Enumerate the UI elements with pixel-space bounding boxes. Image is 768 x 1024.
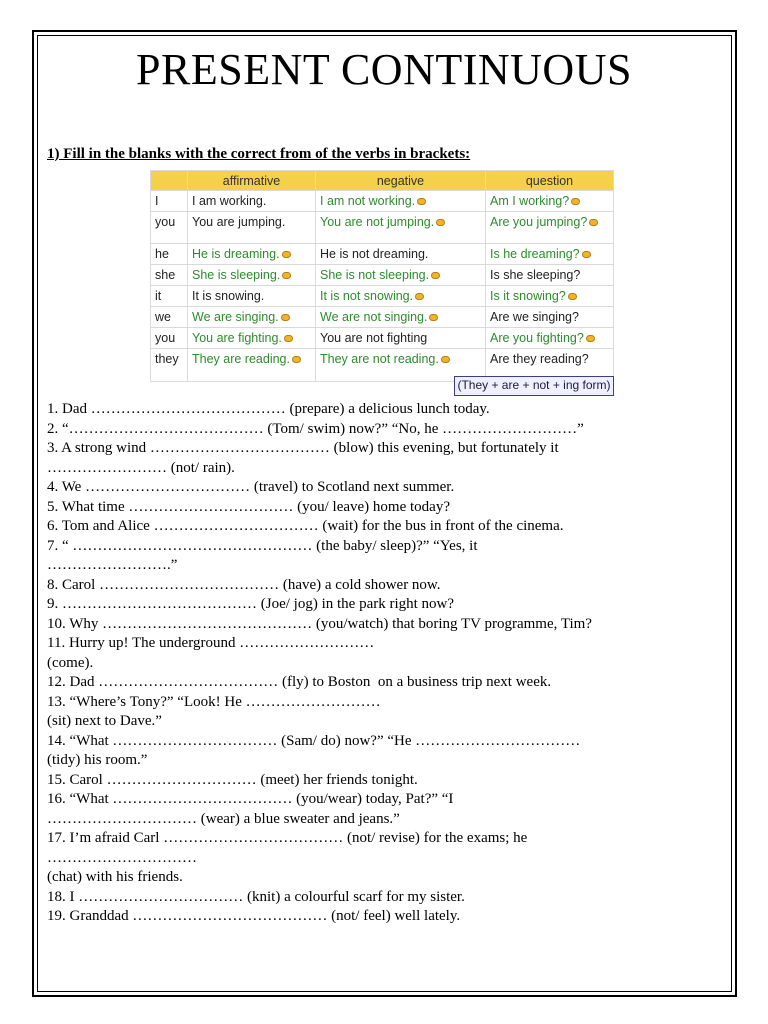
- pronoun-cell: we: [151, 307, 188, 328]
- question-cell: [486, 212, 614, 244]
- affirmative-sentence: He is dreaming.: [192, 247, 280, 261]
- negative-sentence: You are not jumping.: [320, 215, 435, 229]
- speech-bubble-icon: [292, 356, 301, 363]
- exercise-line: 18. I …………………………… (knit) a colourful scarf for my sister.: [47, 888, 465, 905]
- affirmative-sentence: You are jumping.: [192, 215, 286, 229]
- speech-bubble-icon: [415, 293, 424, 300]
- exercise-line: 8. Carol ……………………………… (have) a cold shower now.: [47, 576, 441, 593]
- speech-bubble-icon: [436, 219, 445, 226]
- exercise-line: 10. Why …………………………………… (you/watch) that boring TV programme, Tim?: [47, 615, 592, 632]
- affirmative-cell: [188, 244, 316, 265]
- affirmative-cell: [188, 265, 316, 286]
- exercise-line: 6. Tom and Alice …………………………… (wait) for the bus in front of the cinema.: [47, 518, 564, 534]
- speech-bubble-icon: [582, 251, 591, 258]
- negative-sentence: He is not dreaming.: [320, 247, 429, 261]
- table-header-negative: negative: [316, 171, 486, 191]
- negative-sentence: I am not working.: [320, 194, 416, 208]
- exercise-line: 19. Granddad ………………………………… (not/ feel) well lately.: [47, 908, 461, 924]
- affirmative-sentence: She is sleeping.: [192, 268, 281, 282]
- exercise-line: 2. “………………………………… (Tom/ swim) now?” “No, he ………………………”: [47, 420, 584, 437]
- exercise-line: 12. Dad ……………………………… (fly) to Boston on a business trip next week.: [47, 674, 552, 690]
- pronoun-cell: I: [151, 191, 188, 212]
- exercise-line: 14. “What …………………………… (Sam/ do) now?” “He ……………………………: [47, 732, 581, 749]
- negative-cell: [316, 328, 486, 349]
- negative-sentence: They are not reading.: [320, 352, 439, 366]
- question-sentence: Am I working?: [490, 194, 570, 208]
- exercise-line: (tidy) his room.”: [47, 752, 148, 768]
- affirmative-cell: [188, 286, 316, 307]
- question-cell: [486, 244, 614, 265]
- question-sentence: Are they reading?: [490, 352, 589, 366]
- affirmative-cell: [188, 349, 316, 382]
- exercise-line: …………………… (not/ rain).: [47, 459, 235, 476]
- exercise-line: 17. I’m afraid Carl ……………………………… (not/ revise) for the exams; he: [47, 830, 528, 846]
- table-header-question: question: [486, 171, 614, 191]
- speech-bubble-icon: [429, 314, 438, 321]
- negative-cell: [316, 212, 486, 244]
- exercise-line: 4. We …………………………… (travel) to Scotland next summer.: [47, 479, 455, 495]
- table-row: [151, 307, 614, 328]
- pronoun-cell: you: [151, 328, 188, 349]
- negative-sentence: It is not snowing.: [320, 289, 414, 303]
- question-cell: [486, 191, 614, 212]
- speech-bubble-icon: [417, 198, 426, 205]
- table-body: [151, 191, 614, 382]
- question-sentence: Is she sleeping?: [490, 268, 581, 282]
- affirmative-sentence: They are reading.: [192, 352, 290, 366]
- question-sentence: Is it snowing?: [490, 289, 566, 303]
- table-row: [151, 212, 614, 244]
- table-row: [151, 286, 614, 307]
- exercise-line: ………………………… (wear) a blue sweater and jeans.”: [47, 810, 400, 827]
- negative-sentence: We are not singing.: [320, 310, 428, 324]
- affirmative-cell: [188, 212, 316, 244]
- exercise-line: 7. “ ………………………………………… (the baby/ sleep)?” “Yes, it: [47, 537, 478, 554]
- question-sentence: Are you fighting?: [490, 331, 584, 345]
- pronoun-cell: they: [151, 349, 188, 382]
- table-row: [151, 244, 614, 265]
- exercise-line: 16. “What ……………………………… (you/wear) today, Pat?” “I: [47, 791, 454, 807]
- speech-bubble-icon: [441, 356, 450, 363]
- exercise-line: 3. A strong wind ……………………………… (blow) this evening, but fortunately it: [47, 440, 559, 456]
- table-row: [151, 328, 614, 349]
- affirmative-sentence: We are singing.: [192, 310, 279, 324]
- pronoun-cell: you: [151, 212, 188, 244]
- question-cell: [486, 328, 614, 349]
- pronoun-cell: he: [151, 244, 188, 265]
- speech-bubble-icon: [571, 198, 580, 205]
- exercise-line: …………………….”: [47, 557, 178, 573]
- exercise-line: 11. Hurry up! The underground ………………………: [47, 635, 375, 651]
- affirmative-sentence: It is snowing.: [192, 289, 265, 303]
- exercise-line: (come).: [47, 654, 94, 671]
- speech-bubble-icon: [284, 335, 293, 342]
- affirmative-cell: [188, 191, 316, 212]
- question-cell: [486, 286, 614, 307]
- speech-bubble-icon: [431, 272, 440, 279]
- speech-bubble-icon: [586, 335, 595, 342]
- exercise-instruction: 1) Fill in the blanks with the correct from of the verbs in brackets:: [47, 146, 471, 162]
- question-sentence: Are we singing?: [490, 310, 579, 324]
- table-header-affirmative: affirmative: [188, 171, 316, 191]
- exercise-line: 1. Dad ………………………………… (prepare) a delicious lunch today.: [47, 401, 490, 417]
- speech-bubble-icon: [589, 219, 598, 226]
- speech-bubble-icon: [282, 251, 291, 258]
- exercise-line: (sit) next to Dave.”: [47, 713, 162, 729]
- affirmative-cell: [188, 328, 316, 349]
- question-cell: [486, 265, 614, 286]
- exercise-line: 13. “Where’s Tony?” “Look! He ………………………: [47, 693, 381, 710]
- table-header-row: [151, 171, 614, 191]
- speech-bubble-icon: [282, 272, 291, 279]
- exercise-list: [47, 400, 717, 927]
- negative-cell: [316, 265, 486, 286]
- negative-sentence: You are not fighting: [320, 331, 428, 345]
- negative-sentence: She is not sleeping.: [320, 268, 430, 282]
- negative-cell: [316, 307, 486, 328]
- negative-cell: [316, 286, 486, 307]
- exercise-line: …………………………: [47, 849, 197, 866]
- exercise-line: 5. What time …………………………… (you/ leave) home today?: [47, 498, 450, 515]
- table-row: [151, 191, 614, 212]
- exercise-line: 15. Carol ………………………… (meet) her friends tonight.: [47, 771, 418, 788]
- affirmative-sentence: You are fighting.: [192, 331, 282, 345]
- question-sentence: Is he dreaming?: [490, 247, 580, 261]
- affirmative-sentence: I am working.: [192, 194, 267, 208]
- grammar-table: [150, 170, 614, 382]
- exercise-line: (chat) with his friends.: [47, 869, 183, 885]
- question-sentence: Are you jumping?: [490, 215, 588, 229]
- table-header-pronoun: [151, 171, 188, 191]
- pronoun-cell: she: [151, 265, 188, 286]
- speech-bubble-icon: [568, 293, 577, 300]
- negative-cell: [316, 244, 486, 265]
- affirmative-cell: [188, 307, 316, 328]
- exercise-line: 9. ………………………………… (Joe/ jog) in the park right now?: [47, 596, 455, 612]
- form-note-box: (They + are + not + ing form): [454, 376, 614, 396]
- table-row: [151, 265, 614, 286]
- page-title: PRESENT CONTINUOUS: [136, 45, 632, 94]
- speech-bubble-icon: [281, 314, 290, 321]
- negative-cell: [316, 191, 486, 212]
- question-cell: [486, 307, 614, 328]
- pronoun-cell: it: [151, 286, 188, 307]
